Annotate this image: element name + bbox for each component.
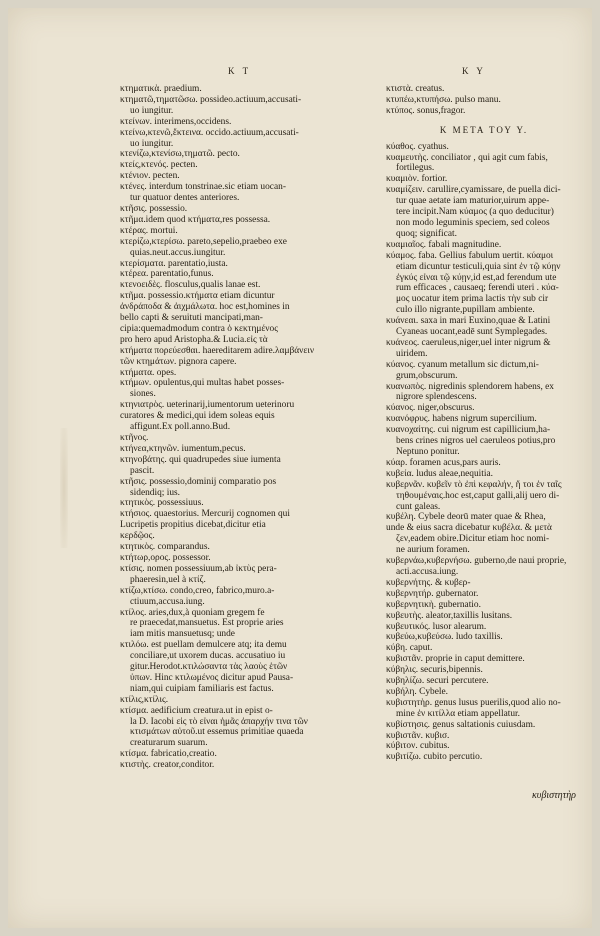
- entry-line: * κτῆμα. possessio.κτήματα etiam dicuntur: [120, 291, 346, 302]
- entry-line: κυβερνᾶν. κυβεῖν τὸ ἐπὶ κεφαλήν, ἤ τοι ἐν ταῖς: [386, 479, 562, 490]
- entry-line: * κτίλος. aries,dux,à quoniam gregem fe: [120, 608, 346, 619]
- right-column-entries: [386, 142, 582, 764]
- right-column-top-entries: [386, 84, 582, 117]
- entry-line: * κυβερνάω,κυβερνήσω. guberno,de naui proprie,: [386, 556, 582, 567]
- entry-line: Cyaneas uocant,eadē sunt Symplegades.: [396, 327, 548, 338]
- entry-line: * κτενοειδὲς. flosculus,qualis lanae est.: [120, 280, 346, 291]
- entry-line: κυβερνητήρ. gubernator.: [386, 588, 479, 599]
- entry-line: * κτῆσις. possessio,dominij comparatio pos: [120, 477, 346, 488]
- entry-line: uo iungitur.: [130, 105, 174, 116]
- entry-line: culo illo nigrante,pupillam ambiente.: [396, 305, 535, 316]
- entry-line: κυβηλίζω. securi percutere.: [386, 676, 489, 687]
- paper-stain: [60, 428, 68, 548]
- entry-line: κτίλις,κτίλις.: [120, 694, 169, 705]
- entry-line: κυάνεος. caeruleus,niger,uel inter nigrum &: [386, 337, 551, 348]
- entry-line: nigrore splendescens.: [396, 392, 477, 403]
- entry-line: iam mitis mansuetusq; unde: [130, 629, 235, 640]
- entry-line: κτηνοβάτης. qui quadrupedes siue iumenta: [120, 454, 281, 465]
- entry-line: κτιστὰ. creatus.: [386, 84, 445, 94]
- entry-line: κτερίζω,κτερίσω. pareto,sepelio,praebeo exe: [120, 236, 287, 247]
- entry-line: niam,qui cuipiam familiaris est factus.: [130, 683, 274, 694]
- entry-line: uiridem.: [396, 348, 428, 359]
- entry-line: κτέρας. mortui.: [120, 225, 178, 236]
- entry-line: κυβεύω,κυβεύσω. ludo taxillis.: [386, 632, 503, 643]
- entry-line: κυβεία. ludus aleae,nequitia.: [386, 468, 493, 479]
- entry-line: κτίσμα. fabricatio,creatio.: [120, 749, 217, 760]
- entry-line: pascit.: [130, 465, 155, 476]
- entry-line: κυβιστᾶν. proprie in caput demittere.: [386, 654, 525, 665]
- entry-line: ne aurium foramen.: [396, 545, 470, 556]
- entry-line: phaeresin,uel à κτίζ.: [130, 574, 206, 585]
- entry-line: ctiuum,accusa.iung.: [130, 596, 205, 607]
- entry-line: τῶν κτημάτων. pignora capere.: [120, 356, 237, 367]
- entry-line: * κτένες. interdum tonstrinae.sic etiam uocan-: [120, 182, 346, 193]
- entry-line: sidendiq; ius.: [130, 487, 181, 498]
- entry-line: tere incipit.Nam κύαμος (a quo deducitur): [396, 207, 554, 218]
- entry-line: Lucripetis propitius dicebat,dicitur etia: [120, 520, 266, 531]
- entry-line: κύβιτον. cubitus.: [386, 741, 450, 752]
- entry-line: κυβέλη. Cybele deorū mater quae & Rhea,: [386, 512, 546, 523]
- entry-line: κτῆνος.: [120, 433, 149, 443]
- entry-line: κτύπος. sonus,fragor.: [386, 105, 466, 116]
- entry-line: κυαμιὸν. fortior.: [386, 174, 448, 185]
- entry-line: * curatores & medici,qui idem soleas equis: [120, 411, 346, 422]
- entry-line: κτητικὸς. possessiuus.: [120, 498, 204, 509]
- page-header-left: K T: [228, 66, 252, 76]
- entry-line: κτενίζω,κτενίσω,τηματῶ. pecto.: [120, 149, 240, 160]
- entry-line: κύαθος. cyathus.: [386, 141, 449, 152]
- entry-line: tur quae aetate iam maturior,uirum appe-: [396, 196, 550, 207]
- entry-line: * κύανος. cyanum metallum sic dictum,ni-: [386, 360, 582, 371]
- entry-line: uo iungitur.: [130, 138, 174, 149]
- entry-line: creaturarum suarum.: [130, 738, 208, 749]
- entry-line: * κύαμος. faba. Gellius fabulum uertit. κύαμοι: [386, 251, 582, 262]
- entry-line: κύβηλις. securis,bipennis.: [386, 665, 483, 676]
- entry-line: κτήματα πορεύεσθαι. haereditarem adire.λαμβάνειν: [120, 345, 315, 356]
- entry-line: grum,obscurum.: [396, 370, 458, 381]
- entry-line: κτηματῶ,τηματῶσω. possideo.actiuum,accusati-: [120, 94, 302, 105]
- section-heading: K ΜΕΤΑ ΤΟΥ Υ.: [439, 124, 529, 135]
- entry-line: κτητικὸς. comparandus.: [120, 542, 210, 553]
- entry-line: affigunt.Ex poll.anno.Bud.: [130, 422, 231, 433]
- entry-line: acti.accusa.iung.: [396, 566, 459, 577]
- entry-line: rum efficaces , causaeq; ferendi uteri . κύα-: [396, 283, 559, 294]
- entry-line: * κυαμίζειν. carullire,cyamissare, de puella dici-: [386, 185, 582, 196]
- entry-line: κυβερνήτης. & κυβερ-: [386, 577, 471, 588]
- left-column: [120, 84, 346, 771]
- entry-line: κύαρ. foramen acus,pars auris.: [386, 457, 501, 468]
- entry-line: κυβίστησις. genus saltationis cuiusdam.: [386, 719, 536, 730]
- entry-line: fortilegus.: [396, 163, 435, 174]
- entry-line: mine ἐν κιτίλλα etiam appellatur.: [396, 708, 520, 719]
- entry-line: * κτίσμα. aedificium creatura.ut in epist o-: [120, 706, 346, 717]
- page-header-right: K Y: [462, 66, 486, 76]
- entry-line: κυβερνητικὴ. gubernatio.: [386, 599, 481, 610]
- entry-line: * κτήσιος. quaestorius. Mercurij cognomen qui: [120, 509, 346, 520]
- entry-line: μος uocatur item prima lactis τὴν sub cir: [396, 294, 549, 305]
- entry-line: bens crines nigros uel caeruleos potius,pro: [396, 436, 556, 447]
- entry-line: tur quatuor dentes anteriores.: [130, 193, 240, 204]
- entry-line: τηθουμέναις.hoc est,caput galli,alij uero di-: [396, 490, 560, 501]
- entry-line: κτείς,κτενός. pecten.: [120, 160, 198, 171]
- entry-line: ὑπων. Hinc κτιλωμένος dicitur apud Pausa-: [130, 672, 294, 683]
- entry-line: non modo leguminis speciem, sed coleos: [396, 217, 550, 228]
- entry-line: κυβευτικός. lusor alearum.: [386, 621, 487, 632]
- entry-line: κυανόφρυς. habens nigrum supercilium.: [386, 414, 537, 425]
- entry-line: κυαμιαῖος. fabali magnitudine.: [386, 239, 502, 250]
- entry-line: κύανος. niger,obscurus.: [386, 403, 475, 414]
- entry-line: κτίζω,κτίσω. condo,creo, fabrico,muro.a-: [120, 585, 275, 596]
- entry-line: conciliare,ut uxorem ducas. accusatiuo iu: [130, 651, 286, 662]
- entry-line: κτένιον. pecten.: [120, 171, 180, 182]
- entry-line: * κυανωπὸς. nigredinis splendorem habens, ex: [386, 382, 582, 393]
- entry-line: κτείνω,κτενῶ,ἔκτεινα. occido.actiuum,accusati-: [120, 127, 299, 138]
- entry-line: κτήματα. opes.: [120, 367, 177, 378]
- entry-line: κυβήλη. Cybele.: [386, 686, 448, 697]
- entry-line: * κτήμων. opulentus,qui multas habet posses-: [120, 378, 346, 389]
- right-column: [386, 84, 582, 763]
- entry-line: siones.: [130, 389, 156, 400]
- entry-line: κτίσις. nomen possessiuum,ab ἰκτὺς pera-: [120, 563, 277, 574]
- entry-line: κυβιστητὴρ. genus lusus puerilis,quod alio no-: [386, 697, 561, 708]
- entry-line: κερδῷος.: [120, 531, 155, 542]
- entry-line: κτήτωρ,ορος. possessor.: [120, 552, 211, 563]
- entry-line: * κύβη. caput.: [386, 643, 582, 654]
- entry-line: etiam dicuntur testiculi,quia sint ἐν τῷ κύῃν: [396, 261, 561, 272]
- entry-line: κτισμάτων αὐτοῦ.ut essemus primitiae quaeda: [130, 727, 304, 738]
- entry-line: cunt galeas.: [396, 501, 441, 512]
- entry-line: κτηματικὰ. praedium.: [120, 84, 202, 94]
- entry-line: κτέρεα. parentatio,funus.: [120, 269, 214, 280]
- entry-line: κτυπέω,κτυπήσω. pulso manu.: [386, 94, 501, 105]
- entry-line: Neptuno ponitur.: [396, 447, 460, 457]
- entry-line: κτείνων. interimens,occidens.: [120, 116, 232, 127]
- entry-line: ἐγκύς εἶναι τῷ κύῃν,id est,ad ferendum ute: [396, 272, 557, 283]
- entry-line: κυβιτίζω. cubito percutio.: [386, 752, 483, 763]
- entry-line: bello capti & seruituti mancipati,man-: [120, 313, 263, 324]
- entry-line: quias.neut.accus.iungitur.: [130, 247, 226, 258]
- entry-line: κυάνεαι. saxa in mari Euxino,quae & Latini: [386, 316, 551, 327]
- entry-line: * κτιλόω. est puellam demulcere atq; ita demu: [120, 640, 346, 651]
- entry-line: κυαμευτὴς. conciliator , qui agit cum fabis,: [386, 152, 548, 163]
- entry-line: ἀνδράποδα & ἀιχμάλωτα. hoc est,homines in: [120, 302, 290, 313]
- entry-line: gitur.Herodot.κτιλώσαντα τὰς λαοὺς ἑτῶν: [130, 662, 288, 673]
- entry-line: cipia:quemadmodum contra ὁ κεκτημένος: [120, 323, 278, 334]
- entry-line: κτῆμα.idem quod κτήματα,res possessa.: [120, 214, 271, 225]
- dictionary-page: [8, 8, 592, 928]
- entry-line: κτερίσματα. parentatio,iusta.: [120, 258, 228, 269]
- entry-line: κτῆσις. possessio.: [120, 203, 188, 214]
- entry-line: κτιστὴς. creator,conditor.: [120, 760, 215, 771]
- entry-line: * unde & eius sacra dicebatur κυβέλα. & μετὰ: [386, 523, 582, 534]
- entry-line: ζεν,eadem obire.Dicitur etiam hoc nomi-: [396, 534, 550, 545]
- entry-line: κτηνιατρὸς. ueterinarij,iumentorum ueterinoru: [120, 400, 295, 411]
- entry-line: κυβιστᾶν. κυβισ.: [386, 730, 450, 741]
- entry-line: quoq; significat.: [396, 228, 457, 239]
- entry-line: pro hero apud Aristopha.& Lucia.εἰς τὰ: [120, 334, 268, 345]
- catchword: κυβιστητὴρ: [532, 790, 576, 801]
- entry-line: κτήνεα,κτηνῶν. iumentum,pecus.: [120, 443, 246, 454]
- entry-line: re praecedat,mansuetus. Est proprie aries: [130, 618, 284, 629]
- entry-line: la D. Iacobi εἰς τὸ εἶναι ἡμᾶς ἀπαρχήν τινα τῶν: [130, 716, 308, 727]
- entry-line: κυβευτὴς. aleator,taxillis lusitans.: [386, 610, 513, 621]
- entry-line: * κυανοχαίτης. cui nigrum est capillicium,ha-: [386, 425, 582, 436]
